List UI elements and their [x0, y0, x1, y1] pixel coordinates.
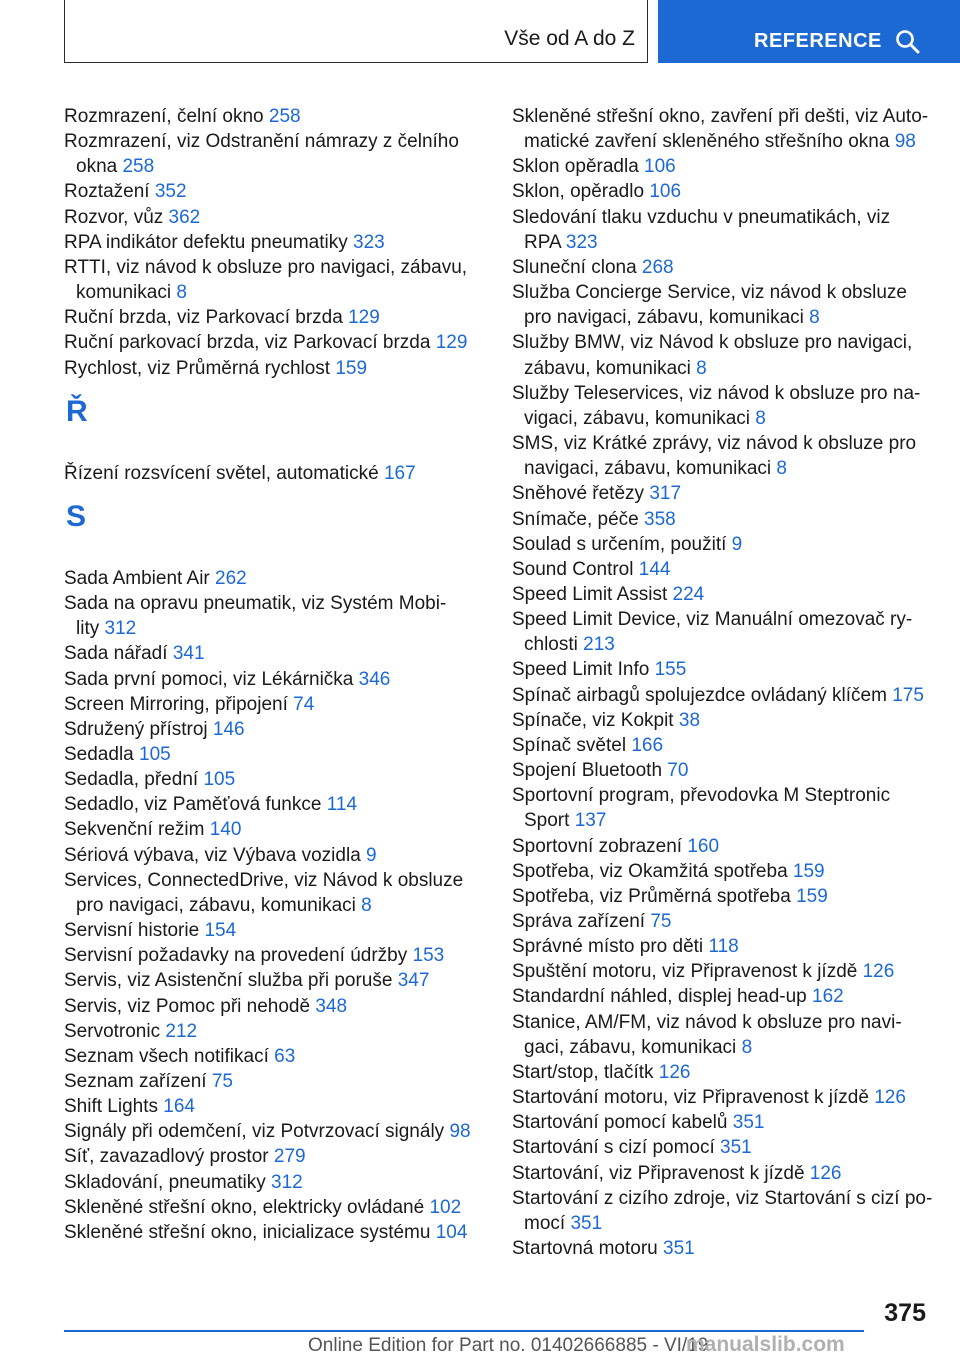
- index-page-link[interactable]: 351: [570, 1212, 603, 1234]
- index-page-link[interactable]: 137: [574, 810, 607, 832]
- index-entry-text: Speed Limit Info: [512, 659, 655, 681]
- index-entry-text: Sedadla: [64, 743, 140, 765]
- index-entry: [512, 959, 930, 984]
- index-entry: [512, 834, 930, 859]
- index-page-link[interactable]: 75: [650, 911, 672, 932]
- index-letter-heading: S: [66, 499, 87, 533]
- index-page-link[interactable]: 98: [449, 1121, 471, 1143]
- index-entry-text: Sériová výbava, viz Výbava vozidla: [64, 844, 367, 866]
- index-page-link[interactable]: 166: [631, 734, 664, 756]
- index-page-link[interactable]: 268: [641, 256, 674, 278]
- index-entry-text: Služby Teleservices, viz návod k obsluze pro na-: [512, 382, 921, 404]
- index-entry: [512, 884, 930, 909]
- index-page-link[interactable]: 126: [862, 961, 895, 983]
- index-entry-text: Seznam všech notifikací: [64, 1045, 275, 1067]
- index-page-link[interactable]: 126: [809, 1162, 842, 1184]
- index-entry: [512, 1135, 930, 1160]
- index-entry-text: Roztažení: [64, 181, 155, 203]
- footer-edition: Online Edition for Part no. 01402666885 - VI/19: [308, 1335, 709, 1356]
- index-page-link[interactable]: 8: [755, 407, 766, 429]
- index-page-link[interactable]: 154: [204, 920, 237, 942]
- index-entry: [64, 356, 479, 381]
- index-entry-text: Správné místo pro děti: [512, 936, 709, 958]
- index-page-link[interactable]: 352: [154, 181, 187, 203]
- index-entry: [64, 1069, 479, 1094]
- index-page-link[interactable]: 317: [649, 483, 682, 505]
- index-page-link[interactable]: 348: [315, 995, 348, 1017]
- index-page-link[interactable]: 323: [353, 231, 385, 253]
- index-page-link[interactable]: 140: [209, 819, 242, 841]
- index-page-link[interactable]: 63: [274, 1045, 296, 1067]
- index-entry: [64, 641, 479, 666]
- index-entry: [512, 984, 930, 1009]
- index-page-link[interactable]: 279: [273, 1146, 306, 1168]
- index-entry: [64, 1094, 479, 1119]
- index-entry: [512, 1010, 930, 1060]
- index-entry-continuation: pro navigaci, zábavu, komunikaci: [76, 894, 362, 916]
- index-entry-text: Řízení rozsvícení světel, automatické: [64, 462, 384, 484]
- index-entry-text: Síť, zavazadlový prostor: [64, 1146, 274, 1168]
- index-entry-text: Speed Limit Assist: [512, 583, 673, 605]
- index-page-link[interactable]: 102: [429, 1196, 462, 1218]
- index-page-link[interactable]: 159: [335, 357, 368, 379]
- index-entry: [512, 205, 930, 255]
- index-page-link[interactable]: 155: [654, 659, 687, 681]
- index-entry: [64, 591, 479, 641]
- index-entry-text: Rozmrazení, viz Odstranění námrazy z čelního: [64, 131, 459, 153]
- index-column-left: [64, 104, 479, 1245]
- index-entry-text: Spínač airbagů spolujezdce ovládaný klíčem: [512, 684, 893, 706]
- index-entry: [512, 431, 930, 481]
- index-page-link[interactable]: 159: [792, 860, 825, 882]
- index-page-link[interactable]: 105: [139, 743, 171, 765]
- index-page-link[interactable]: 9: [366, 844, 377, 866]
- index-entry-text: Startování s cizí pomocí: [512, 1137, 721, 1159]
- index-entry-text: Spínač světel: [512, 734, 632, 756]
- index-entry: [64, 817, 479, 842]
- index-entry-text: Spotřeba, viz Průměrná spotřeba: [512, 885, 797, 907]
- index-entry: [64, 129, 479, 179]
- index-entry: [64, 1144, 479, 1169]
- index-entry: [64, 104, 479, 129]
- index-page-link[interactable]: 351: [663, 1238, 695, 1260]
- index-entry: [512, 683, 930, 708]
- index-entry-text: Speed Limit Device, viz Manuální omezovač ry-: [512, 609, 913, 631]
- index-entry-text: RPA indikátor defektu pneumatiky: [64, 231, 354, 253]
- index-entry: [64, 1019, 479, 1044]
- index-page-link[interactable]: 8: [361, 894, 372, 916]
- index-entry-continuation: mocí: [524, 1212, 571, 1234]
- index-entry-text: Screen Mirroring, připojení: [64, 693, 294, 715]
- index-page-link[interactable]: 118: [708, 936, 739, 958]
- index-page-link[interactable]: 312: [104, 618, 137, 640]
- header-title-box: [64, 0, 648, 63]
- index-entry-text: Sedadla, přední: [64, 769, 204, 791]
- index-entry-text: Spínače, viz Kokpit: [512, 709, 679, 731]
- index-entry-text: Sada první pomoci, viz Lékárnička: [64, 668, 359, 690]
- index-entry: [64, 230, 479, 255]
- index-entry-text: Sound Control: [512, 558, 639, 580]
- index-entry-text: Sklon, opěradlo: [512, 181, 650, 203]
- reference-label[interactable]: REFERENCE: [754, 30, 882, 52]
- index-entry: [512, 1161, 930, 1186]
- index-entry-text: Signály při odemčení, viz Potvrzovací signály: [64, 1121, 450, 1143]
- index-entry-text: Skladování, pneumatiky: [64, 1171, 272, 1193]
- index-entry-text: Ruční parkovací brzda, viz Parkovací brzda: [64, 332, 436, 354]
- index-page-link[interactable]: 126: [658, 1061, 691, 1083]
- index-entry-text: Servis, viz Asistenční služba při poruše: [64, 970, 398, 992]
- index-entry: [512, 532, 930, 557]
- index-entry: [512, 179, 930, 204]
- index-page-link[interactable]: 262: [215, 567, 247, 589]
- index-entry: [512, 859, 930, 884]
- index-entry-continuation: matické zavření skleněného střešního okna: [524, 131, 895, 153]
- index-entry: [64, 918, 479, 943]
- index-entry-text: Start/stop, tlačítk: [512, 1061, 659, 1083]
- index-entry: [64, 843, 479, 868]
- index-letter-heading: Ř: [66, 394, 88, 428]
- index-page-link[interactable]: 129: [435, 332, 468, 354]
- index-page-link[interactable]: 8: [176, 282, 187, 304]
- index-entry-continuation: Sport: [524, 810, 575, 832]
- index-entry-text: Sada na opravu pneumatik, viz Systém Mobi-: [64, 593, 447, 615]
- index-entry-continuation: RPA: [524, 231, 566, 253]
- index-page-link[interactable]: 341: [172, 643, 205, 665]
- index-entry-continuation: pro navigaci, zábavu, komunikaci: [524, 307, 810, 329]
- index-entry: [64, 692, 479, 717]
- index-entry: [512, 708, 930, 733]
- index-entry: [64, 717, 479, 742]
- index-page-link[interactable]: 74: [293, 693, 315, 715]
- index-entry-text: Startování motoru, viz Připravenost k jízdě: [512, 1087, 875, 1109]
- index-entry-text: Standardní náhled, displej head-up: [512, 986, 813, 1008]
- index-entry-text: Servisní požadavky na provedení údržby: [64, 945, 413, 967]
- index-page-link[interactable]: 351: [720, 1137, 752, 1159]
- index-entry: [512, 934, 930, 959]
- index-page-link[interactable]: 8: [696, 357, 707, 379]
- index-entry: [512, 1236, 930, 1261]
- index-page-link[interactable]: 114: [326, 794, 358, 816]
- index-entry-text: Spojení Bluetooth: [512, 760, 668, 782]
- index-entry: [512, 557, 930, 582]
- index-entry: [512, 1085, 930, 1110]
- index-entry-text: Sdružený přístroj: [64, 718, 213, 740]
- index-page-link[interactable]: 160: [687, 835, 720, 857]
- index-entry-text: Skleněné střešní okno, elektricky ovládané: [64, 1196, 430, 1218]
- watermark: [686, 1334, 845, 1355]
- index-entry-continuation: chlosti: [524, 634, 584, 656]
- index-entry-text: Startování, viz Připravenost k jízdě: [512, 1162, 810, 1184]
- index-entry-text: SMS, viz Krátké zprávy, viz návod k obsluze pro: [512, 433, 917, 455]
- index-entry: [512, 657, 930, 682]
- index-entry-text: Snímače, péče: [512, 508, 645, 530]
- index-entry-text: Ruční brzda, viz Parkovací brzda: [64, 307, 349, 329]
- index-page-link[interactable]: 358: [644, 508, 676, 530]
- index-page-link[interactable]: 106: [649, 181, 682, 203]
- index-entry: [64, 994, 479, 1019]
- index-entry: [64, 1220, 479, 1245]
- index-entry: [512, 507, 930, 532]
- index-entry-text: Rychlost, viz Průměrná rychlost: [64, 357, 336, 379]
- index-page-link[interactable]: 153: [412, 945, 445, 967]
- index-entry: [512, 330, 930, 380]
- index-entry-text: Sportovní zobrazení: [512, 835, 688, 857]
- index-entry: [512, 607, 930, 657]
- index-entry: [64, 767, 479, 792]
- index-entry-text: Sedadlo, viz Paměťová funkce: [64, 794, 327, 816]
- index-entry: [512, 481, 930, 506]
- index-entry-text: RTTI, viz návod k obsluze pro navigaci, zábavu,: [64, 256, 468, 278]
- index-entry-continuation: navigaci, zábavu, komunikaci: [524, 458, 777, 480]
- index-entry-text: Shift Lights: [64, 1096, 164, 1118]
- index-entry: [64, 330, 479, 355]
- index-page-link[interactable]: 347: [397, 970, 430, 992]
- index-page-link[interactable]: 164: [163, 1096, 195, 1118]
- index-page-link[interactable]: 323: [565, 231, 598, 253]
- index-entry-continuation: okna: [76, 156, 123, 178]
- index-entry: [64, 1119, 479, 1144]
- index-entry: [64, 667, 479, 692]
- index-entry-text: Skleněné střešní okno, inicializace systému: [64, 1221, 436, 1243]
- index-page-link[interactable]: 38: [678, 709, 701, 731]
- index-entry: [512, 255, 930, 280]
- watermark-logo: manualslib.com: [686, 1333, 845, 1356]
- index-page-link[interactable]: 126: [874, 1087, 906, 1109]
- index-entry-text: Soulad s určením, použití: [512, 533, 732, 555]
- index-column-right: [512, 104, 933, 1261]
- index-entry: [64, 792, 479, 817]
- index-entry: [64, 461, 479, 486]
- index-page-link[interactable]: 146: [212, 718, 245, 740]
- index-entry: [512, 154, 930, 179]
- index-entry: [512, 582, 930, 607]
- index-entry-text: Sněhové řetězy: [512, 483, 650, 505]
- index-entry-text: Services, ConnectedDrive, viz Návod k obsluze: [64, 869, 464, 891]
- index-entry-continuation: komunikaci: [76, 282, 177, 304]
- index-entry: [512, 1110, 930, 1135]
- index-entry-text: Spotřeba, viz Okamžitá spotřeba: [512, 860, 793, 882]
- index-page-link[interactable]: 258: [122, 156, 155, 178]
- index-entry: [64, 1195, 479, 1220]
- index-entry-text: Spuštění motoru, viz Připravenost k jízdě: [512, 961, 863, 983]
- index-entry-continuation: vigaci, zábavu, komunikaci: [524, 407, 756, 429]
- index-entry-text: Služby BMW, viz Návod k obsluze pro navigaci,: [512, 332, 913, 354]
- index-entry: [512, 381, 930, 431]
- index-entry-text: Servotronic: [64, 1020, 166, 1042]
- index-page-link[interactable]: 75: [211, 1071, 233, 1092]
- index-entry: [64, 255, 479, 305]
- index-page-link[interactable]: 212: [165, 1020, 198, 1042]
- index-page-link[interactable]: 362: [168, 206, 201, 228]
- index-page-link[interactable]: 144: [638, 558, 671, 580]
- index-page-link[interactable]: 129: [348, 307, 380, 329]
- index-entry: [512, 104, 930, 154]
- index-entry: [64, 1044, 479, 1069]
- index-page-link[interactable]: 351: [732, 1112, 765, 1134]
- index-entry: [64, 566, 479, 591]
- index-entry-text: Skleněné střešní okno, zavření při dešti, viz Auto-: [512, 106, 929, 127]
- index-page-link[interactable]: 224: [672, 583, 705, 605]
- index-page-link[interactable]: 8: [741, 1036, 753, 1058]
- index-entry-continuation: gaci, zábavu, komunikaci: [524, 1036, 742, 1058]
- index-page-link[interactable]: 167: [383, 462, 416, 484]
- index-entry: [64, 868, 479, 918]
- index-entry: [64, 968, 479, 993]
- search-icon[interactable]: [895, 29, 921, 55]
- index-entry-text: Rozvor, vůz: [64, 206, 169, 228]
- index-entry-continuation: zábavu, komunikaci: [524, 357, 697, 379]
- index-entry: [512, 758, 930, 783]
- index-entry: [64, 305, 479, 330]
- index-page-link[interactable]: 258: [268, 106, 301, 127]
- header-title: Vše od A do Z: [504, 27, 635, 50]
- index-entry-text: Sledování tlaku vzduchu v pneumatikách, viz: [512, 206, 891, 228]
- index-entry: [64, 1170, 479, 1195]
- index-page-link[interactable]: 104: [435, 1221, 468, 1243]
- index-entry: [512, 733, 930, 758]
- footer-divider: [64, 1330, 864, 1332]
- index-entry: [64, 943, 479, 968]
- index-page-link[interactable]: 98: [894, 131, 916, 153]
- index-page-link[interactable]: 8: [776, 458, 787, 480]
- index-entry-text: Servis, viz Pomoc při nehodě: [64, 995, 316, 1017]
- index-page-link[interactable]: 213: [583, 634, 615, 656]
- index-entry-text: Sportovní program, převodovka M Steptronic: [512, 785, 891, 807]
- index-page-link[interactable]: 8: [809, 307, 820, 329]
- index-entry-text: Správa zařízení: [512, 911, 651, 932]
- index-page-link[interactable]: 106: [644, 156, 676, 178]
- index-page-link[interactable]: 70: [667, 760, 689, 782]
- page-number: 375: [884, 1299, 926, 1327]
- index-page-link[interactable]: 346: [358, 668, 391, 690]
- index-entry-text: Startování z cizího zdroje, viz Startování s cizí po-: [512, 1187, 933, 1209]
- index-entry: [512, 909, 930, 934]
- index-entry-text: Sekvenční režim: [64, 819, 210, 841]
- index-entry: [64, 179, 479, 204]
- index-entry-text: Sklon opěradla: [512, 156, 645, 178]
- index-entry-text: Služba Concierge Service, viz návod k obsluze: [512, 282, 907, 304]
- index-page-link[interactable]: 175: [892, 684, 924, 706]
- index-page-link[interactable]: 9: [731, 533, 743, 555]
- index-entry: [512, 783, 930, 833]
- index-entry: [512, 1186, 933, 1236]
- index-entry: [64, 205, 479, 230]
- index-entry-text: Sada nářadí: [64, 643, 173, 665]
- index-entry: [512, 1060, 930, 1085]
- index-page-link[interactable]: 159: [796, 885, 828, 907]
- index-page-link[interactable]: 312: [271, 1171, 303, 1193]
- index-entry-text: Sluneční clona: [512, 256, 642, 278]
- index-entry-text: Stanice, AM/FM, viz návod k obsluze pro navi-: [512, 1011, 902, 1033]
- index-page-link[interactable]: 162: [812, 986, 844, 1008]
- index-entry-text: Servisní historie: [64, 920, 205, 942]
- index-entry-text: Seznam zařízení: [64, 1071, 212, 1092]
- index-entry-text: Rozmrazení, čelní okno: [64, 106, 269, 127]
- index-entry-text: Startování pomocí kabelů: [512, 1112, 733, 1134]
- index-entry: [64, 742, 479, 767]
- index-entry-continuation: lity: [76, 618, 105, 640]
- index-entry: [512, 280, 930, 330]
- index-entry-text: Startovná motoru: [512, 1238, 664, 1260]
- index-entry-text: Sada Ambient Air: [64, 567, 216, 589]
- index-page-link[interactable]: 105: [203, 769, 236, 791]
